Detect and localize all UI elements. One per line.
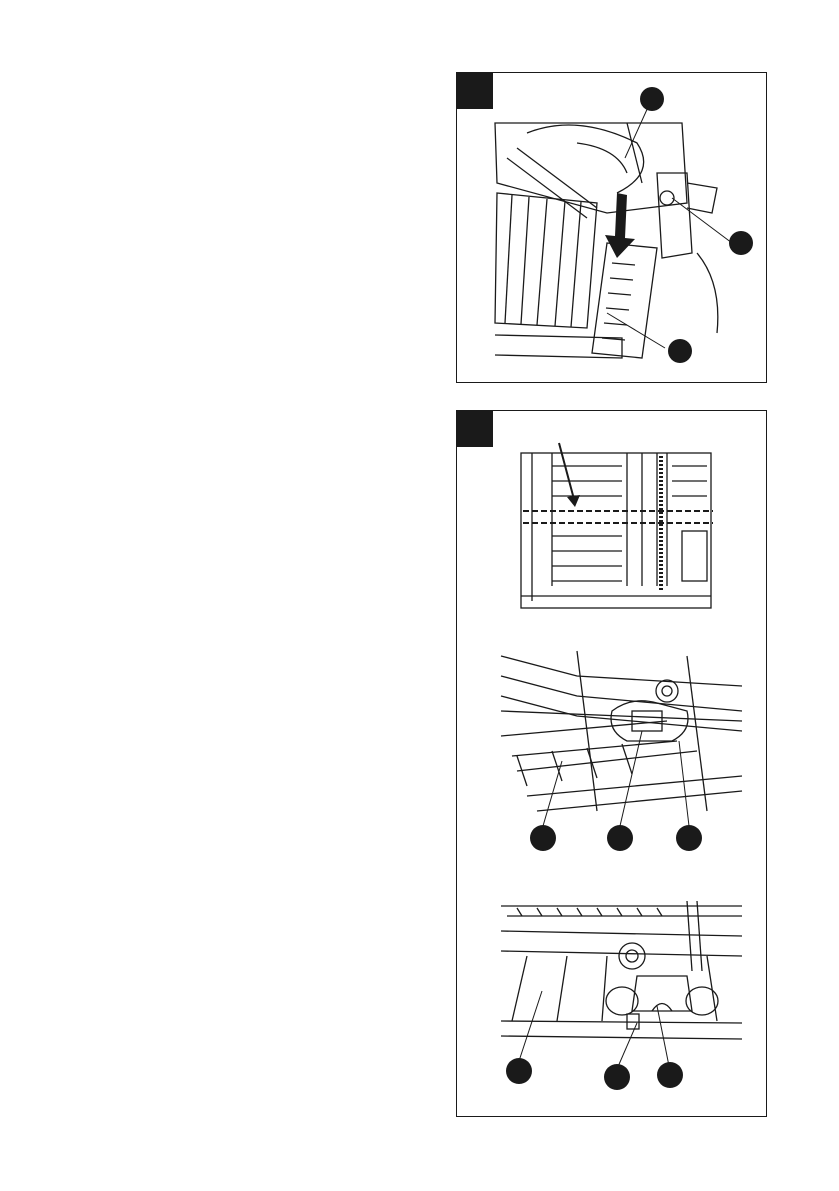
figure-2-callout-6 [657, 1062, 683, 1088]
figure-2-callout-4 [506, 1058, 532, 1084]
figure-2-callout-1 [530, 825, 556, 851]
figure-2-panel [456, 410, 767, 1117]
figure-1-callout-1 [640, 87, 664, 111]
figure-2-callout-3 [676, 825, 702, 851]
figure-1-illustration [457, 73, 768, 384]
figure-1-callout-2 [729, 231, 753, 255]
down-arrow-icon [605, 193, 635, 258]
figure-1-panel [456, 72, 767, 383]
figure-2-illustration [457, 411, 768, 1118]
figure-1-callout-3 [668, 339, 692, 363]
figure-2-callout-2 [607, 825, 633, 851]
figure-2-callout-5 [604, 1064, 630, 1090]
pointer-arrow-icon [567, 495, 580, 507]
